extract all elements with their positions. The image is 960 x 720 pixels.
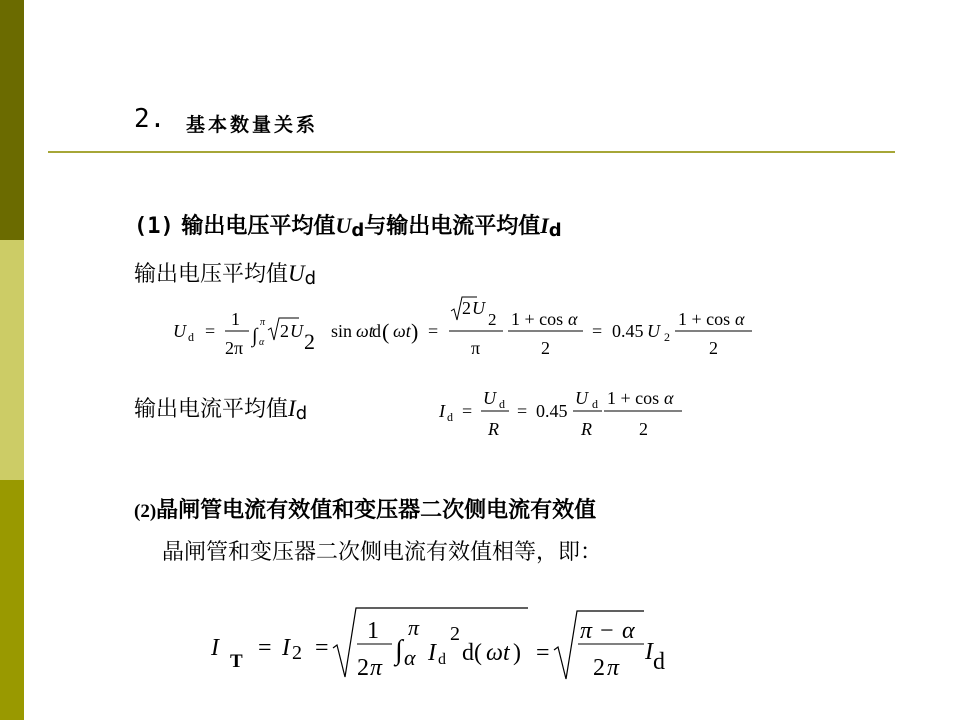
svg-text:d(: d( (462, 640, 482, 666)
svg-text:I: I (645, 639, 653, 665)
body-text: 晶闸管和变压器二次侧电流有效值相等，即： (162, 540, 603, 565)
svg-text:α: α (259, 337, 265, 348)
current-label-text: 输出电流平均值 (134, 397, 289, 422)
svg-text:=: = (258, 635, 272, 661)
svg-text:∫: ∫ (395, 635, 403, 666)
svg-text:ωt: ωt (356, 321, 374, 341)
svg-text:I: I (439, 401, 445, 421)
svg-text:=: = (536, 640, 550, 666)
svg-text:2: 2 (280, 321, 289, 341)
svg-text:I: I (428, 640, 436, 666)
svg-text:U: U (575, 388, 588, 408)
svg-text:π: π (260, 317, 266, 328)
svg-text:d: d (188, 330, 194, 344)
svg-text:=: = (462, 401, 473, 421)
current-label-sub: d (295, 403, 308, 424)
svg-text:1: 1 (231, 309, 240, 329)
svg-text:1: 1 (367, 618, 379, 644)
svg-text:ωt: ωt (486, 640, 510, 666)
svg-text:∫: ∫ (252, 325, 258, 347)
section-1-text-b: 与输出电流平均值 (364, 213, 541, 239)
svg-text:R: R (581, 419, 592, 439)
svg-text:=: = (592, 321, 603, 341)
svg-text:π: π (580, 618, 593, 644)
svg-text:2π: 2π (225, 338, 244, 358)
svg-text:): ) (513, 640, 521, 666)
svg-text:π: π (607, 655, 620, 681)
voltage-label-var: U (288, 261, 305, 286)
svg-text:=: = (428, 321, 439, 341)
svg-text:2: 2 (357, 655, 369, 681)
svg-text:π: π (471, 338, 481, 358)
svg-text:2: 2 (488, 310, 497, 329)
svg-text:α: α (664, 388, 674, 408)
svg-text:d: d (653, 649, 665, 675)
svg-text:d: d (372, 321, 381, 341)
voltage-label-sub: d (304, 268, 317, 289)
svg-text:U: U (483, 388, 496, 408)
svg-text:R: R (488, 419, 499, 439)
section-1-text-a: 输出电压平均值 (181, 213, 336, 239)
svg-text:2: 2 (292, 642, 302, 664)
svg-text:α: α (735, 309, 745, 329)
svg-text:2: 2 (462, 298, 471, 318)
section-2-number: (2) (134, 501, 157, 522)
svg-text:I: I (282, 635, 290, 661)
section-2-text: 晶闸管电流有效值和变压器二次侧电流有效值 (156, 497, 597, 523)
svg-text:U: U (647, 321, 660, 341)
voltage-coefficient: 0.45 (612, 321, 644, 341)
svg-text:−: − (600, 618, 614, 644)
svg-text:T: T (230, 651, 243, 672)
svg-text:sin: sin (331, 321, 353, 341)
svg-text:2: 2 (639, 419, 648, 439)
svg-text:2: 2 (593, 655, 605, 681)
svg-text:U: U (290, 321, 303, 341)
svg-text:ωt: ωt (393, 321, 411, 341)
svg-text:2: 2 (541, 338, 550, 358)
svg-text:(: ( (382, 319, 390, 344)
svg-text:U: U (173, 321, 186, 341)
section-1-number: (1) (134, 214, 174, 239)
svg-text:π: π (370, 655, 383, 681)
section-1-sub-a: d (351, 220, 365, 241)
svg-text:2: 2 (304, 329, 315, 354)
svg-text:=: = (315, 635, 329, 661)
svg-text:d: d (447, 410, 453, 424)
slide-title-number: 2. (134, 104, 166, 134)
svg-text:U: U (472, 298, 485, 318)
voltage-label-text: 输出电压平均值 (134, 262, 289, 287)
svg-text:2: 2 (709, 338, 718, 358)
svg-text:I: I (211, 635, 219, 661)
svg-text:=: = (205, 321, 216, 341)
svg-text:d: d (592, 397, 598, 411)
svg-text:d: d (499, 397, 505, 411)
svg-text:α: α (404, 645, 416, 670)
svg-text:d: d (438, 651, 446, 668)
svg-text:2: 2 (664, 330, 670, 344)
section-1-var-a: U (335, 213, 352, 238)
svg-text:2: 2 (450, 623, 460, 645)
svg-text:1 + cos: 1 + cos (607, 388, 660, 408)
section-1-sub-b: d (548, 220, 562, 241)
svg-text:=: = (517, 401, 528, 421)
svg-text:α: α (622, 618, 635, 644)
current-coefficient: 0.45 (536, 401, 568, 421)
svg-text:1 + cos: 1 + cos (511, 309, 564, 329)
svg-text:π: π (408, 615, 420, 640)
current-label-var: I (288, 396, 296, 421)
slide-title: 基本数量关系 (186, 114, 319, 136)
svg-text:α: α (568, 309, 578, 329)
svg-text:1 + cos: 1 + cos (678, 309, 731, 329)
section-1-var-b: I (540, 213, 549, 238)
svg-text:): ) (411, 319, 419, 344)
